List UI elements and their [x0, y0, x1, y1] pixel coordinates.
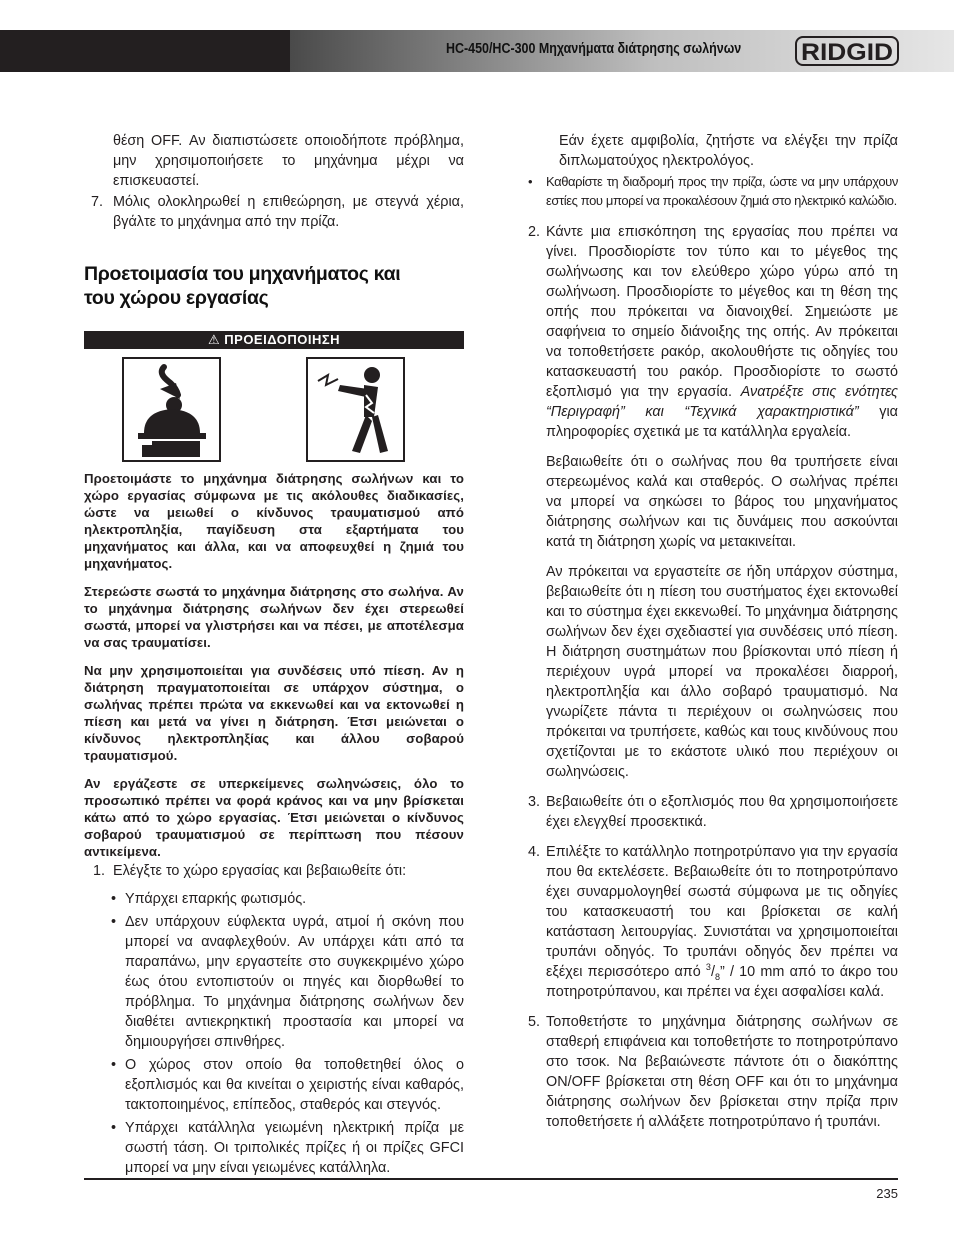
- item-text: Βεβαιωθείτε ότι ο εξοπλισμός που θα χρησιμοποιήσετε έχει ελεγχθεί προσεκτικά.: [546, 794, 898, 830]
- item-number: 4.: [528, 844, 541, 860]
- bullet-text: Δεν υπάρχουν εύφλεκτα υγρά, ατμοί ή σκόνη που μπορεί να αναφλεχθούν. Αν υπάρχει κάτι από τα παραπάνω, μην εργαστείτε στο συγκεκριμένο χώρο έως ότου εντοπιστούν οι πηγές και διορθωθεί το πρόβλημα. Το μηχάνημα διάτρησης σωλήνων δεν διαθέτει αντιεκρηκτική προστασία και μπορεί να δημιουργήσει σπινθήρες.: [125, 914, 464, 1050]
- item-number: 3.: [528, 794, 541, 810]
- section-title: [84, 262, 464, 310]
- list-item-4: 4. Επιλέξτε το κατάλληλο ποτηροτρύπανο για την εργασία που θα εκτελέσετε. Βεβαιωθείτε ότι το ποτηροτρύπανο έχει συναρμολογηθεί σωστά σύμφωνα με τις οδηγίες του κατασκευαστή του και βρίσκεται σε καλή κατάσταση λειτουργίας. Συνιστάται να χρησιμοποιείται τρυπάνι οδηγός. Το τρυπάνι οδηγός δεν πρέπει να εξέχει περισσότερο από $^3/_8$” / 10 mm από το άκρο του ποτηροτρύπανου, και πρέπει να έχει ασφαλίσει καλά.: [528, 844, 898, 1000]
- list-item-1: [84, 861, 464, 881]
- brand-text: RIDGID: [801, 39, 893, 66]
- warning-paragraph: Να μην χρησιμοποιείται για συνδέσεις υπό πίεση. Αν η διάτρηση πραγματοποιείται σε υπάρχον σύστημα, ο σωλήνας πρέπει πρώτα να εκκενωθεί και να εκτονωθεί η πίεση και μετά να γίνει η διάτρηση. Έτσι μειώνεται ο κίνδυνος ηλεκτροπληξίας και άλλου σοβαρού τραυματισμού.: [84, 663, 464, 763]
- continuation-text: θέση OFF. Αν διαπιστώσετε οποιοδήποτε πρόβλημα, μην χρησιμοποιήσετε το μηχάνημα μέχρι να επισκευαστεί.: [113, 133, 464, 189]
- section-title-line1: Προετοιμασία του μηχανήματος και: [84, 263, 401, 285]
- warning-label: ΠΡΟΕΙΔΟΠΟΙΗΣΗ: [224, 332, 341, 347]
- item-text: Επιλέξτε το κατάλληλο ποτηροτρύπανο για την εργασία που θα εκτελέσετε. Βεβαιωθείτε ότι το ποτηροτρύπανο έχει συναρμολογηθεί σωστά σύμφωνα με τις οδηγίες του κατασκευαστή του και βρίσκεται σε καλή κατάσταση λειτουργίας. Συνιστάται να χρησιμοποιείται τρυπάνι οδηγός. Το τρυπάνι οδηγός δεν πρέπει να εξέχει περισσότερο από: [546, 844, 898, 980]
- list-item-7: [84, 192, 464, 232]
- bullet-item: [84, 1118, 464, 1178]
- hard-hat-symbol: [122, 357, 221, 462]
- item-text: Μόλις ολοκληρωθεί η επιθεώρηση, με στεγνά χέρια, βγάλτε το μηχάνημα από την πρίζα.: [113, 194, 464, 230]
- falling-object-hard-hat-icon: [124, 359, 219, 460]
- bullet-item: [84, 889, 464, 909]
- bullet-text: Καθαρίστε τη διαδρομή προς την πρίζα, ώστε να μην υπάρχουν εστίες που μπορεί να προκαλέσουν ζημιά στο ηλεκτρικό καλώδιο.: [546, 174, 898, 208]
- left-column: [84, 131, 464, 1178]
- electric-shock-icon: [308, 359, 403, 460]
- bullet-text: Υπάρχει κατάλληλα γειωμένη ηλεκτρική πρίζα με σωστή τάση. Οι τριπολικές πρίζες ή οι πρίζες GFCI μπορεί να μην είναι γειωμένες κατάλληλα.: [125, 1120, 464, 1176]
- header-black-bar: [0, 30, 290, 72]
- item-text: Τοποθετήστε το μηχάνημα διάτρησης σωλήνων σε σταθερή επιφάνεια και τοποθετήστε το ποτηροτρύπανο στο τσοκ. Να βεβαιώνεστε πάντοτε ότι ο διακόπτης ON/OFF βρίσκεται στη θέση OFF και ότι το μηχάνημα διάτρησης σωλήνων δεν βρίσκεται στην πρίζα πριν τοποθετήσετε ή αλλάξετε ποτηροτρύπανο ή τρυπάνι.: [546, 1014, 898, 1130]
- bullet-dot: •: [111, 1057, 117, 1073]
- warning-paragraph: Προετοιμάστε το μηχάνημα διάτρησης σωλήνων και το χώρο εργασίας σύμφωνα με τις ακόλουθες διαδικασίες, ώστε να μειωθεί ο κίνδυνος τραυματισμού από ηλεκτροπληξία, παγίδευση στα εξαρτήματα του μηχανήματος και άλλα, και να αποφευχθεί η ζημιά του μηχανήματος.: [84, 471, 464, 571]
- bullet-item: [84, 1055, 464, 1115]
- bullet-text: Υπάρχει επαρκής φωτισμός.: [125, 891, 307, 907]
- bullet-item: [84, 912, 464, 1052]
- list-item-5: [526, 1012, 898, 1132]
- warning-triangle-icon: ⚠: [207, 332, 221, 347]
- item-number: 7.: [91, 194, 104, 210]
- fraction-denominator: 8: [714, 971, 720, 982]
- continuation-text: Εάν έχετε αμφιβολία, ζητήστε να ελέγξει την πρίζα διπλωματούχος ηλεκτρολόγος.: [559, 133, 898, 169]
- paragraph: Αν πρόκειται να εργαστείτε σε ήδη υπάρχον σύστημα, βεβαιωθείτε ότι η πίεση του συστήματος έχει εκτονωθεί και το σύστημα έχει εκκενωθεί. Το μηχάνημα διάτρησης σωλήνων δεν έχει σχεδιαστεί για συνδέσεις υπό πίεση. Η διάτρηση συστημάτων που βρίσκονται υπό πίεση ή περιέχουν υγρά μπορεί να προκαλέσει διαρροή, ηλεκτροπληξία και άλλο σοβαρό τραυματισμό. Να γνωρίζετε πάντα τι περιέχουν οι σωληνώσεις που πρόκειται να τρυπήσετε, καθώς και τους κινδύνους που σχετίζονται με το εκάστοτε υλικό που περιέχουν οι σωληνώσεις.: [546, 564, 898, 780]
- item-number: 2.: [528, 224, 541, 240]
- electric-shock-symbol: [306, 357, 405, 462]
- item-text: Ελέγξτε το χώρο εργασίας και βεβαιωθείτε ότι:: [113, 863, 407, 879]
- header-title: HC-450/HC-300 Μηχανήματα διάτρησης σωλήνων: [446, 41, 742, 57]
- section-title-line2: του χώρου εργασίας: [84, 287, 269, 309]
- safety-symbols: [84, 357, 464, 470]
- bullet-dot: •: [111, 1120, 117, 1136]
- right-column: [526, 131, 898, 1132]
- bullet-dot: •: [528, 174, 533, 189]
- fraction-numerator: 3: [705, 962, 711, 973]
- page-number: 235: [876, 1186, 898, 1201]
- list-item-2: [526, 222, 898, 442]
- item-text: για πληροφορίες σχετικά με τα κατάλληλα εργαλεία.: [546, 404, 898, 440]
- item-number: 5.: [528, 1014, 541, 1030]
- warning-paragraphs: [84, 470, 464, 860]
- item-number: 1.: [93, 863, 106, 879]
- ridgid-logo: [795, 36, 899, 66]
- item-text: Κάντε μια επισκόπηση της εργασίας που πρέπει να γίνει. Προσδιορίστε τον τύπο και το μέγεθος της σωλήνωσης και τον ελεύθερο χώρο γύρω από τη σωλήνωση. Προσδιορίστε το μέγεθος και τη θέση της οπής που πρόκειται να διανοιχθεί. Σημειώστε με σαφήνεια το σημείο διάνοιξης της οπής. Αν πρόκειται να τοποθετήσετε ρακόρ, ακολουθήστε τις οδηγίες του κατασκευαστή του ρακόρ. Προσδιορίστε το σωστό εξοπλισμό για την εργασία.: [546, 224, 898, 400]
- bullet-dot: •: [111, 891, 117, 907]
- item-text: ” / 10 mm από το άκρο του ποτηροτρύπανου, και πρέπει να έχει ασφαλίσει καλά.: [546, 964, 898, 1000]
- bullet-text: Ο χώρος στον οποίο θα τοποθετηθεί όλος ο εξοπλισμός και θα κινείται ο χειριστής είναι καθαρός, τακτοποιημένος, επίπεδος, σταθερός και στεγνός.: [125, 1057, 464, 1113]
- warning-paragraph: Στερεώστε σωστά το μηχάνημα διάτρησης στο σωλήνα. Αν το μηχάνημα διάτρησης σωλήνων δεν έχει στερεωθεί σωστά, μπορεί να γλιστρήσει και να πέσει, με αποτέλεσμα να σας τραυματίσει.: [84, 584, 464, 650]
- paragraph: Βεβαιωθείτε ότι ο σωλήνας που θα τρυπήσετε είναι στερεωμένος καλά και σταθερός. Ο σωλήνας πρέπει να μπορεί να σηκώσει το βάρος του μηχανήματος διάτρησης σωλήνων και τις δυνάμεις που ασκούνται κατά τη διάτρηση χωρίς να μετακινείται.: [546, 454, 898, 550]
- bullet-dot: •: [111, 914, 117, 930]
- bullet-item: [526, 172, 898, 210]
- warning-bar: [84, 331, 464, 349]
- warning-paragraph: Αν εργάζεστε σε υπερκείμενες σωληνώσεις, όλο το προσωπικό πρέπει να φορά κράνος και να μην βρίσκεται κάτω από το χώρο εργασίας. Έτσι μειώνεται ο κίνδυνος σοβαρού τραυματισμού σε περίπτωση που πέσουν αντικείμενα.: [84, 776, 464, 859]
- page-header: [0, 30, 954, 72]
- footer-divider: [84, 1178, 898, 1180]
- list-item-3: [526, 792, 898, 832]
- item-text-italic: Ανατρέξτε στις ενότητες “Περιγραφή” και “Τεχνικά χαρακτηριστικά”: [546, 384, 899, 420]
